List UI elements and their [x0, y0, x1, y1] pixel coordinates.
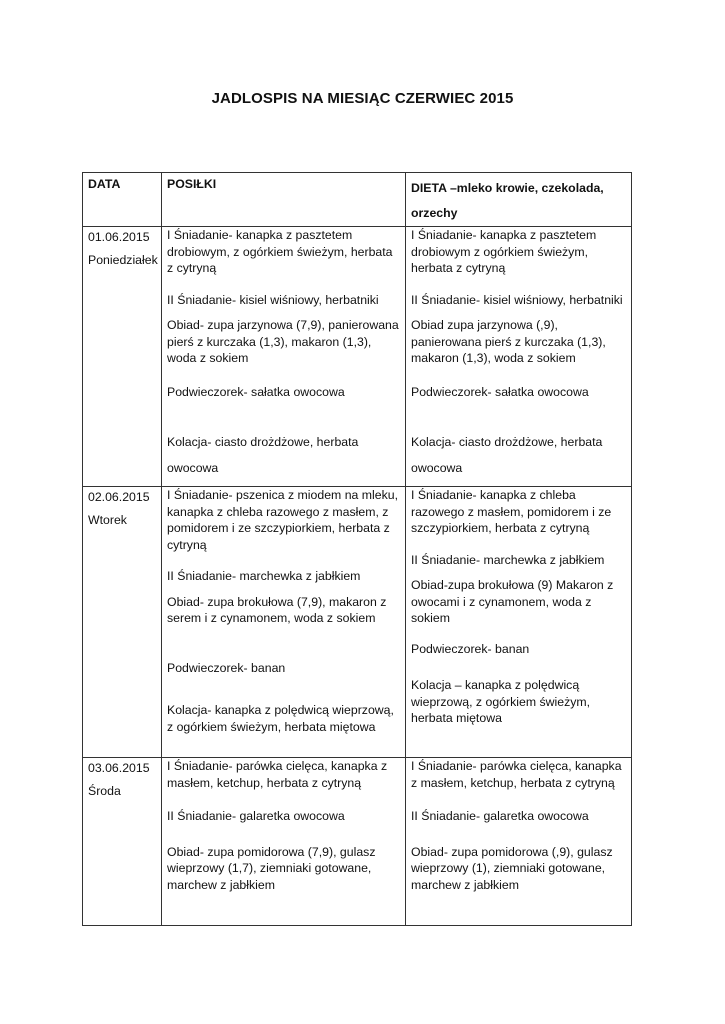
meal-item: Podwieczorek- banan [167, 660, 286, 675]
date-value: 03.06.2015 [88, 761, 150, 775]
diet-item: Podwieczorek- sałatka owocowa [411, 384, 589, 399]
meal-item: II Śniadanie- kisiel wiśniowy, herbatniki [167, 292, 379, 307]
diet-cell [406, 758, 632, 926]
diet-cell [406, 487, 632, 758]
page-title: JADLOSPIS NA MIESIĄC CZERWIEC 2015 [211, 90, 514, 107]
diet-item: I Śniadanie- parówka cielęca, kanapka z masłem, ketchup, herbata z cytryną [411, 759, 622, 790]
meal-item: II Śniadanie- galaretka owocowa [167, 809, 345, 823]
day-name: Wtorek [88, 512, 127, 527]
meal-item: I Śniadanie- kanapka z pasztetem drobiowym, z ogórkiem świeżym, herbata z cytryną [167, 228, 393, 275]
date-cell [83, 227, 162, 487]
header-date: DATA [83, 173, 162, 227]
header-diet: DIETA –mleko krowie, czekolada, orzechy [406, 173, 632, 227]
table-row [83, 487, 632, 758]
meal-item: Kolacja- kanapka z polędwicą wieprzową, z ogórkiem świeżym, herbata miętowa [167, 703, 394, 734]
meals-cell [162, 487, 406, 758]
diet-item: II Śniadanie- marchewka z jabłkiem [411, 552, 605, 567]
meal-item: I Śniadanie- pszenica z miodem na mleku, kanapka z chleba razowego z masłem, z pomidorem i ze szczypiorkiem, herbata z cytryną [167, 488, 399, 552]
diet-item: Podwieczorek- banan [411, 641, 530, 656]
diet-item: Kolacja – kanapka z polędwicą wieprzową, z ogórkiem świeżym, herbata miętowa [411, 678, 591, 725]
meal-item: Obiad- zupa brokułowa (7,9), makaron z serem i z cynamonem, woda z sokiem [167, 594, 387, 625]
date-cell [83, 487, 162, 758]
diet-item: I Śniadanie- kanapka z chleba razowego z masłem, pomidorem i ze szczypiorkiem, herbata z cytryną [411, 488, 612, 535]
meals-cell [162, 758, 406, 926]
meal-item: Kolacja- ciasto drożdżowe, herbata owocowa [167, 435, 359, 475]
meal-item: I Śniadanie- parówka cielęca, kanapka z masłem, ketchup, herbata z cytryną [167, 759, 388, 790]
meal-item: II Śniadanie- marchewka z jabłkiem [167, 569, 361, 583]
diet-item: Obiad-zupa brokułowa (9) Makaron z owocami i z cynamonem, woda z sokiem [411, 578, 614, 625]
day-name: Poniedziałek [88, 252, 158, 267]
header-meals: POSIŁKI [162, 173, 406, 227]
date-value: 01.06.2015 [88, 230, 150, 244]
table-header-row [83, 173, 632, 227]
date-value: 02.06.2015 [88, 490, 150, 504]
diet-item: Obiad- zupa pomidorowa (,9), gulasz wieprzowy (1), ziemniaki gotowane, marchew z jabłkiem [411, 844, 613, 892]
diet-item: II Śniadanie- kisiel wiśniowy, herbatniki [411, 292, 623, 307]
day-name: Środa [88, 783, 121, 798]
meal-item: Obiad- zupa jarzynowa (7,9), panierowana pierś z kurczaka (1,3), makaron (1,3), woda z sokiem [167, 318, 399, 365]
diet-item: I Śniadanie- kanapka z pasztetem drobiowym z ogórkiem świeżym, herbata z cytryną [411, 228, 597, 275]
diet-item: Kolacja- ciasto drożdżowe, herbata owocowa [411, 435, 603, 475]
date-cell [83, 758, 162, 926]
table-row [83, 758, 632, 926]
meal-item: Podwieczorek- sałatka owocowa [167, 384, 345, 399]
table-row [83, 227, 632, 487]
diet-cell [406, 227, 632, 487]
menu-table [82, 172, 632, 926]
meal-item: Obiad- zupa pomidorowa (7,9), gulasz wieprzowy (1,7), ziemniaki gotowane, marchew z jabłkiem [167, 844, 376, 892]
meals-cell [162, 227, 406, 487]
diet-item: Obiad zupa jarzynowa (,9), panierowana pierś z kurczaka (1,3), makaron (1,3), woda z sokiem [411, 318, 606, 365]
diet-item: II Śniadanie- galaretka owocowa [411, 809, 589, 823]
